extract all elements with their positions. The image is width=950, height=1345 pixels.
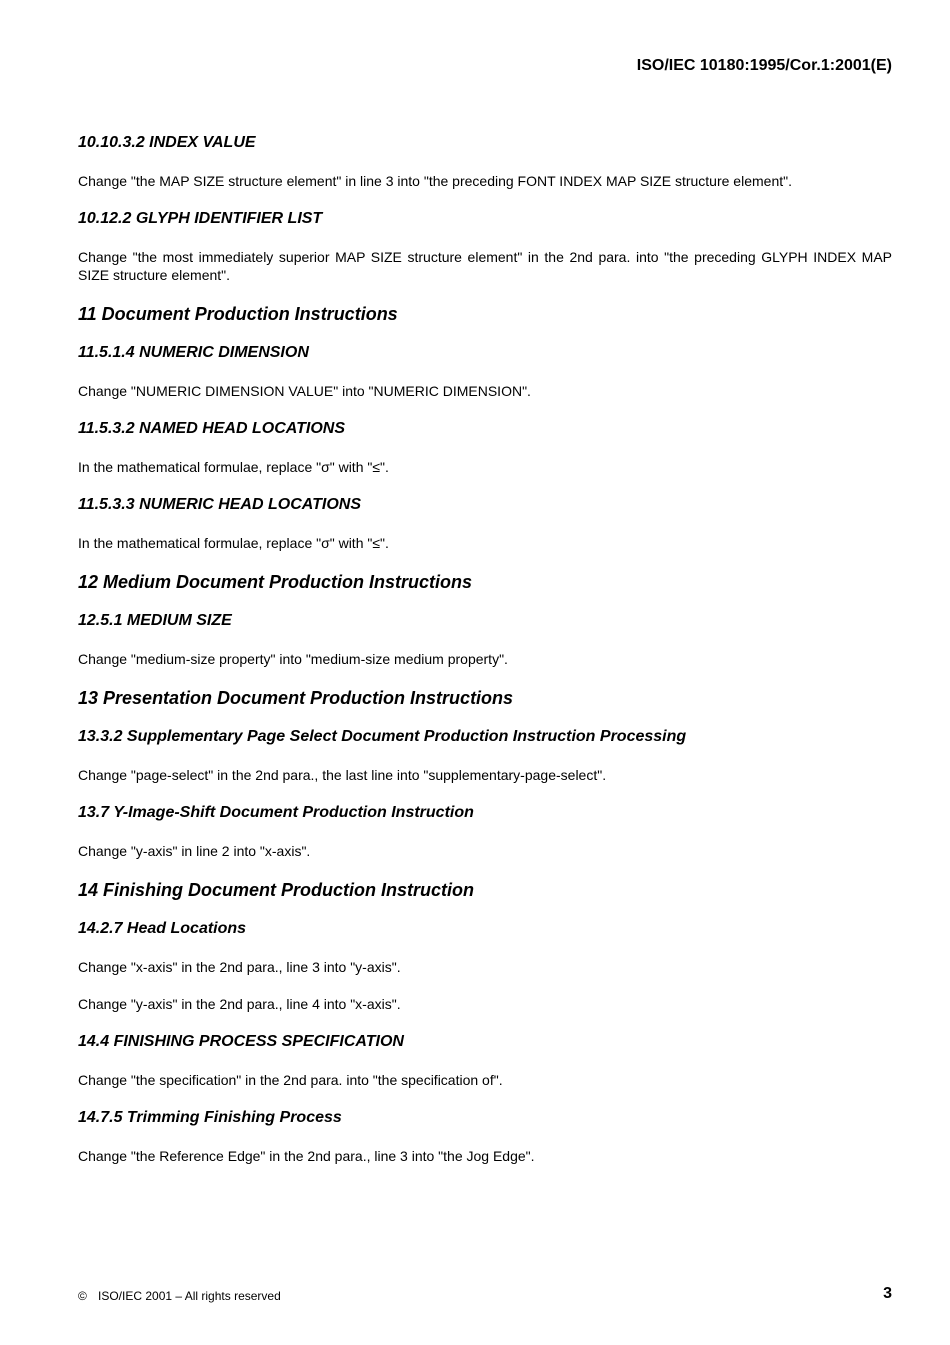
paragraph: Change "medium-size property" into "medium-size medium property".	[78, 651, 508, 667]
paragraph: Change "the MAP SIZE structure element" in line 3 into "the preceding FONT INDEX MAP SIZE structure element".	[78, 173, 792, 189]
document-body	[78, 133, 892, 1184]
section-heading: 10.10.3.2 INDEX VALUE	[78, 134, 256, 151]
section-heading: 14.2.7 Head Locations	[78, 920, 247, 937]
paragraph: Change "the most immediately superior MAP SIZE structure element" in the 2nd para. into "the preceding GLYPH INDEX MAP SIZE structure element".	[78, 249, 892, 283]
section-heading: 14.7.5 Trimming Finishing Process	[78, 1109, 342, 1126]
clause-heading: 14 Finishing Document Production Instruction	[78, 880, 475, 900]
clause-heading: 12 Medium Document Production Instructions	[78, 572, 473, 592]
section-heading: 10.12.2 GLYPH IDENTIFIER LIST	[78, 210, 323, 227]
paragraph: Change "y-axis" in line 2 into "x-axis".	[78, 843, 311, 859]
page-number: 3	[883, 1285, 892, 1302]
paragraph: In the mathematical formulae, replace "σ" with "≤".	[78, 459, 389, 475]
section-heading: 12.5.1 MEDIUM SIZE	[78, 612, 232, 629]
section-heading: 14.4 FINISHING PROCESS SPECIFICATION	[78, 1033, 404, 1050]
paragraph: Change "y-axis" in the 2nd para., line 4 into "x-axis".	[78, 996, 401, 1012]
document-identifier: ISO/IEC 10180:1995/Cor.1:2001(E)	[636, 57, 892, 74]
clause-heading: 13 Presentation Document Production Instructions	[78, 688, 514, 708]
section-heading: 11.5.3.2 NAMED HEAD LOCATIONS	[78, 420, 346, 437]
paragraph: Change "NUMERIC DIMENSION VALUE" into "NUMERIC DIMENSION".	[78, 383, 531, 399]
paragraph: In the mathematical formulae, replace "σ" with "≤".	[78, 535, 389, 551]
paragraph: Change "the Reference Edge" in the 2nd para., line 3 into "the Jog Edge".	[78, 1148, 535, 1164]
section-heading: 11.5.1.4 NUMERIC DIMENSION	[78, 344, 309, 361]
clause-heading: 11 Document Production Instructions	[78, 304, 398, 324]
section-heading: 13.3.2 Supplementary Page Select Document Production Instruction Processing	[78, 728, 687, 745]
copyright-notice	[78, 1288, 281, 1304]
section-heading: 13.7 Y-Image-Shift Document Production Instruction	[78, 804, 474, 821]
paragraph: Change "the specification" in the 2nd para. into "the specification of".	[78, 1072, 503, 1088]
copyright-text: ISO/IEC 2001 – All rights reserved	[98, 1289, 281, 1303]
section-heading: 11.5.3.3 NUMERIC HEAD LOCATIONS	[78, 496, 362, 513]
paragraph: Change "page-select" in the 2nd para., the last line into "supplementary-page-select".	[78, 767, 607, 783]
copyright-symbol: ©	[78, 1289, 87, 1303]
paragraph: Change "x-axis" in the 2nd para., line 3 into "y-axis".	[78, 959, 401, 975]
